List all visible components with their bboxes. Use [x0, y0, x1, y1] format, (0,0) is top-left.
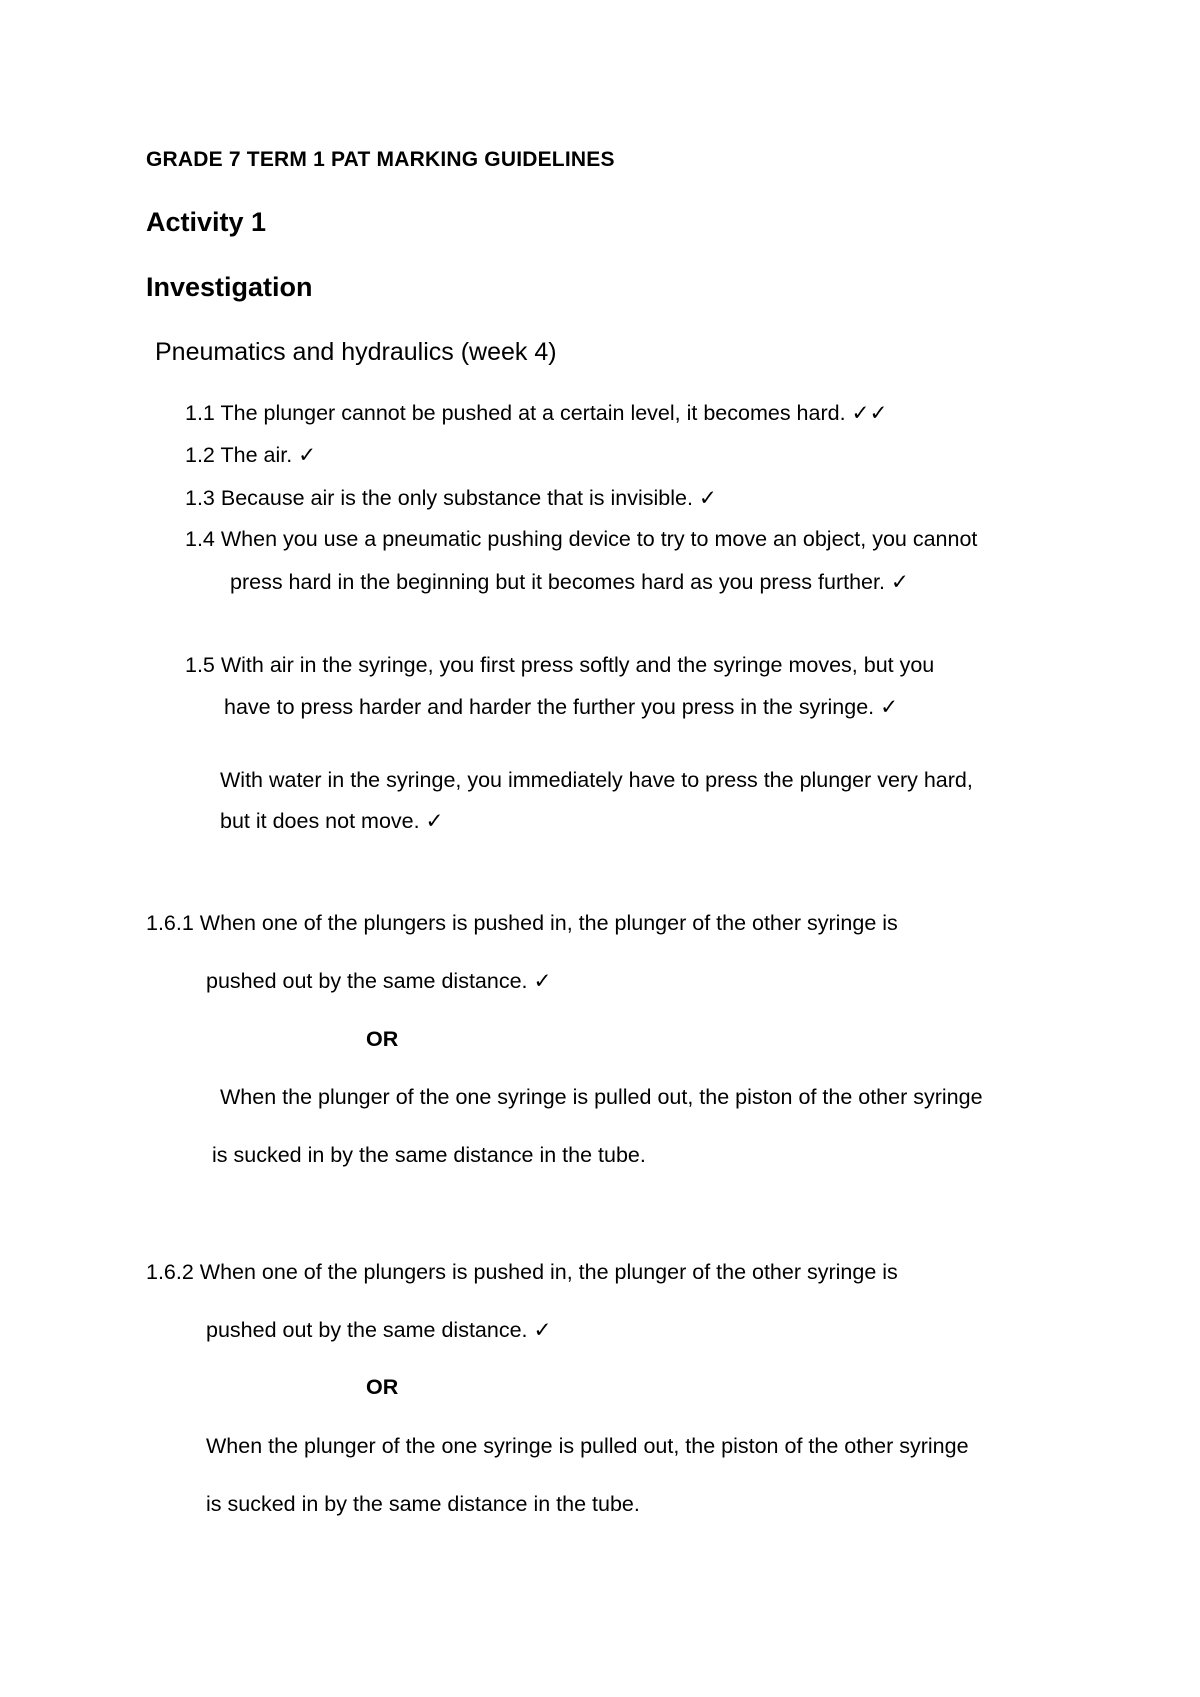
answer-1-6-2-alt-line1: When the plunger of the one syringe is pulled out, the piston of the other syringe [206, 1434, 969, 1458]
answer-1-4-line2: press hard in the beginning but it becomes hard as you press further. ✓ [230, 570, 909, 594]
answer-1-4-line1: 1.4 When you use a pneumatic pushing device to try to move an object, you cannot [185, 527, 978, 551]
answer-1-6-1-line1: 1.6.1 When one of the plungers is pushed in, the plunger of the other syringe is [146, 911, 898, 935]
answer-1-6-2-line2: pushed out by the same distance. ✓ [206, 1318, 552, 1342]
answer-1-3: 1.3 Because air is the only substance that is invisible. ✓ [185, 486, 717, 510]
or-label: OR [366, 1027, 399, 1051]
answer-1-5-line1: 1.5 With air in the syringe, you first press softly and the syringe moves, but you [185, 653, 935, 677]
document-title: GRADE 7 TERM 1 PAT MARKING GUIDELINES [146, 148, 615, 171]
answer-1-5-water-line2: but it does not move. ✓ [220, 809, 444, 833]
answer-1-6-1-alt-line1: When the plunger of the one syringe is pulled out, the piston of the other syringe [220, 1085, 983, 1109]
answer-1-6-1-line2: pushed out by the same distance. ✓ [206, 969, 552, 993]
or-label: OR [366, 1375, 399, 1399]
answer-1-5-line2: have to press harder and harder the further you press in the syringe. ✓ [224, 695, 899, 719]
answer-1-1: 1.1 The plunger cannot be pushed at a certain level, it becomes hard. ✓✓ [185, 401, 888, 425]
answer-1-2: 1.2 The air. ✓ [185, 443, 317, 467]
answer-1-6-2-alt-line2: is sucked in by the same distance in the tube. [206, 1492, 640, 1516]
answer-1-6-2-line1: 1.6.2 When one of the plungers is pushed in, the plunger of the other syringe is [146, 1260, 898, 1284]
investigation-heading: Investigation [146, 272, 313, 302]
answer-1-6-1-alt-line2: is sucked in by the same distance in the tube. [212, 1143, 646, 1167]
activity-heading: Activity 1 [146, 207, 267, 237]
subsection-heading: Pneumatics and hydraulics (week 4) [155, 338, 557, 366]
answer-1-5-water-line1: With water in the syringe, you immediately have to press the plunger very hard, [220, 768, 973, 792]
